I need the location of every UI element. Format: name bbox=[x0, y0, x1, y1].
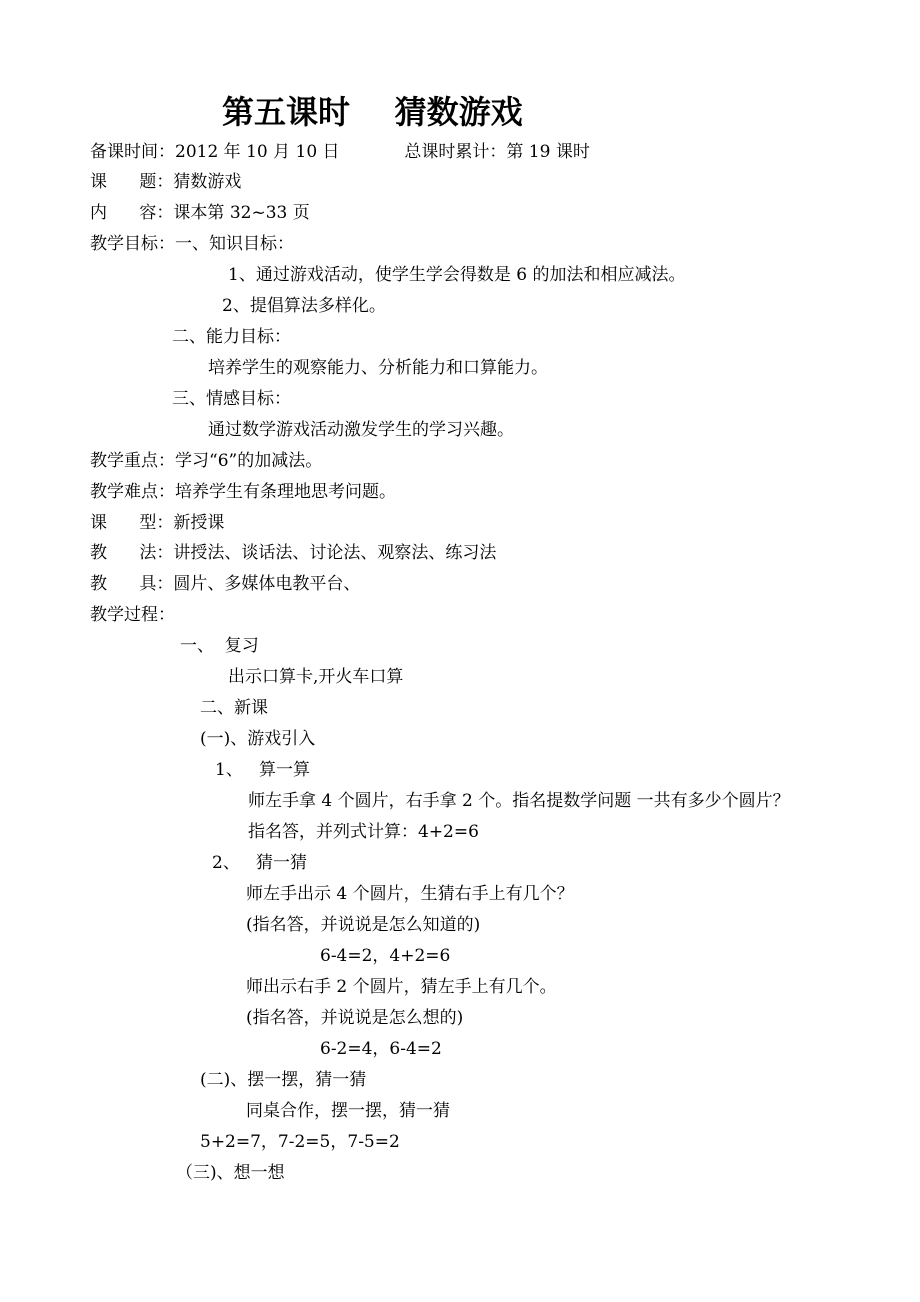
ability-heading: 二、能力目标： bbox=[172, 327, 291, 347]
page-title: 第五课时 猜数游戏 bbox=[222, 93, 523, 131]
game-intro-heading: (一)、游戏引入 bbox=[200, 729, 316, 749]
guess-equation-1: 6-4=2，4+2=6 bbox=[320, 946, 451, 966]
objective-knowledge-2: 2、提倡算法多样化。 bbox=[222, 296, 386, 316]
ability-text: 培养学生的观察能力、分析能力和口算能力。 bbox=[208, 358, 548, 378]
arrange-heading: (二)、摆一摆，猜一猜 bbox=[200, 1070, 367, 1090]
guess-heading: 2、 猜一猜 bbox=[212, 853, 308, 873]
topic-line: 课 题：猜数游戏 bbox=[90, 172, 242, 192]
new-lesson-heading: 二、新课 bbox=[200, 698, 268, 718]
guess-text-2: (指名答，并说说是怎么知道的) bbox=[246, 915, 481, 935]
arrange-text: 同桌合作，摆一摆，猜一猜 bbox=[246, 1101, 450, 1121]
calc-text-2: 指名答，并列式计算：4+2=6 bbox=[248, 822, 479, 842]
method-line: 教 法：讲授法、谈话法、讨论法、观察法、练习法 bbox=[90, 543, 497, 563]
emotion-heading: 三、情感目标： bbox=[172, 389, 291, 409]
review-text: 出示口算卡,开火车口算 bbox=[228, 667, 404, 687]
think-heading: （三)、想一想 bbox=[176, 1163, 285, 1183]
content-line: 内 容：课本第 32~33 页 bbox=[90, 203, 310, 223]
lesson-type-line: 课 型：新授课 bbox=[90, 513, 225, 533]
guess-text-3: 师出示右手 2 个圆片，猜左手上有几个。 bbox=[246, 977, 557, 997]
prep-time-line: 备课时间：2012 年 10 月 10 日 总课时累计：第 19 课时 bbox=[90, 142, 590, 162]
guess-equation-2: 6-2=4，6-4=2 bbox=[320, 1039, 442, 1059]
guess-text-4: (指名答，并说说是怎么想的) bbox=[246, 1008, 464, 1028]
objective-knowledge-1: 1、通过游戏活动，使学生学会得数是 6 的加法和相应减法。 bbox=[228, 265, 686, 285]
arrange-equation: 5+2=7，7-2=5，7-5=2 bbox=[200, 1132, 400, 1152]
guess-text-1: 师左手出示 4 个圆片，生猜右手上有几个？ bbox=[246, 884, 574, 904]
tools-line: 教 具：圆片、多媒体电教平台、 bbox=[90, 574, 361, 594]
key-point-line: 教学重点：学习“6”的加减法。 bbox=[90, 451, 323, 471]
objectives-heading: 教学目标：一、知识目标： bbox=[90, 234, 294, 254]
calc-heading: 1、 算一算 bbox=[215, 760, 311, 780]
emotion-text: 通过数学游戏活动激发学生的学习兴趣。 bbox=[208, 420, 514, 440]
difficulty-line: 教学难点：培养学生有条理地思考问题。 bbox=[90, 482, 396, 502]
review-heading: 一、 复习 bbox=[180, 636, 259, 656]
process-heading: 教学过程： bbox=[90, 605, 175, 625]
calc-text-1: 师左手拿 4 个圆片，右手拿 2 个。指名提数学问题 一共有多少个圆片？ bbox=[248, 791, 790, 811]
